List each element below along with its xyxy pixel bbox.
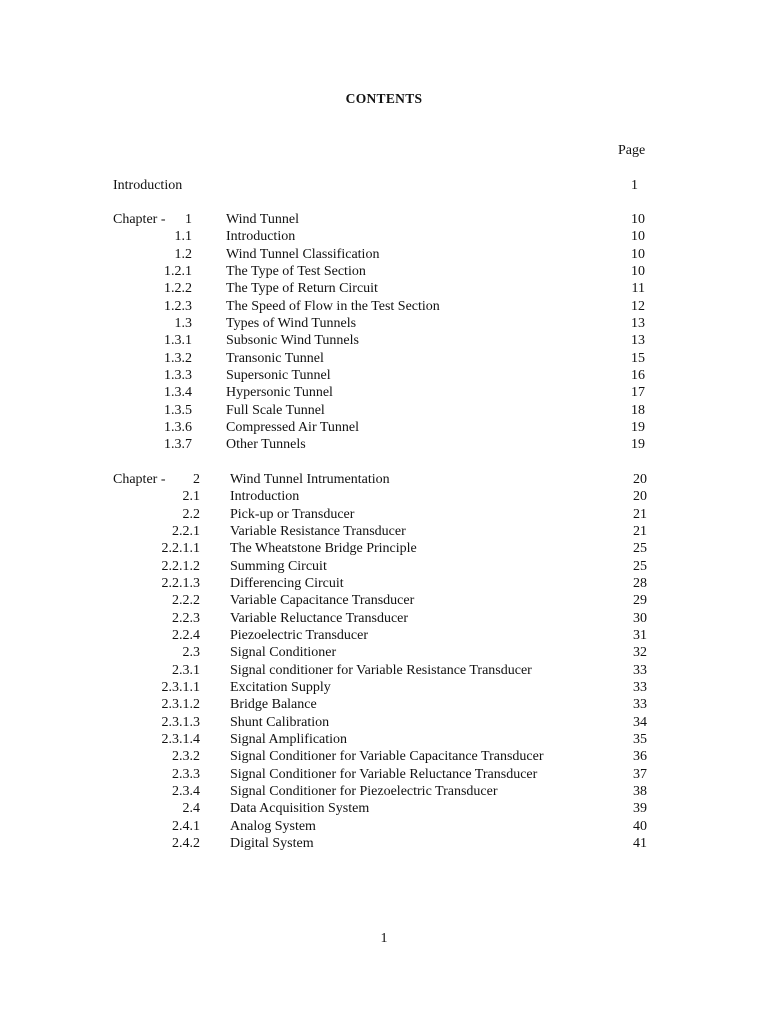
toc-entry-title: The Speed of Flow in the Test Section: [226, 298, 440, 314]
toc-entry-number: 2.3.3: [172, 766, 200, 782]
toc-entry: [0, 748, 768, 765]
toc-entry: [0, 766, 768, 783]
toc-entry-page: 31: [633, 627, 647, 643]
toc-entry-number: 2.4: [182, 801, 200, 817]
toc-entry-number: 2.3.1.2: [161, 697, 200, 713]
toc-entry-number: 1.2.2: [164, 281, 192, 297]
toc-entry-title: Wind Tunnel Classification: [226, 246, 380, 262]
toc-entry: [0, 818, 768, 835]
toc-entry: [0, 419, 768, 436]
chapter-label: Chapter -: [113, 212, 166, 227]
toc-entry-page: 10: [631, 229, 645, 245]
toc-entry: [0, 402, 768, 419]
toc-entry-page: 35: [633, 731, 647, 747]
toc-entry-number: 1: [185, 212, 192, 227]
toc-entry-number: 1.1: [174, 229, 192, 245]
toc-entry-page: 25: [633, 558, 647, 574]
toc-entry-page: 29: [633, 593, 647, 609]
toc-entry: [0, 627, 768, 644]
toc-entry: [0, 228, 768, 245]
toc-entry-number: 1.2.3: [164, 298, 192, 314]
toc-entry-title: Transonic Tunnel: [226, 350, 324, 366]
toc-entry: [0, 575, 768, 592]
toc-entry-number: 2.2.4: [172, 627, 200, 643]
toc-entry-number: 2.2.2: [172, 593, 200, 609]
toc-entry-page: 28: [633, 575, 647, 591]
toc-entry: [0, 350, 768, 367]
toc-entry-page: 30: [633, 610, 647, 626]
toc-entry-page: 19: [631, 419, 645, 435]
toc-entry: [0, 332, 768, 349]
toc-entry-page: 36: [633, 749, 647, 765]
toc-entry-title: Introduction: [230, 489, 300, 505]
introduction-page: 1: [631, 178, 638, 193]
toc-entry-number: 1.2.1: [164, 263, 192, 279]
toc-entry-title: Hypersonic Tunnel: [226, 385, 333, 401]
toc-entry: [0, 280, 768, 297]
toc-entry-page: 10: [631, 263, 645, 279]
toc-entry-title: Supersonic Tunnel: [226, 367, 331, 383]
toc-entry: [0, 800, 768, 817]
toc-entry-page: 13: [631, 333, 645, 349]
toc-entry-title: Compressed Air Tunnel: [226, 419, 360, 435]
toc-entry-title: Signal Conditioner for Variable Reluctance Transducer: [230, 766, 538, 782]
toc-entry-page: 32: [633, 645, 647, 661]
toc-entry-number: 1.3.7: [164, 437, 192, 453]
toc-entry-page: 17: [631, 385, 645, 401]
toc-entry-number: 2.3.4: [172, 783, 200, 799]
toc-entry-title: Wind Tunnel: [226, 212, 299, 227]
toc-entry-page: 18: [631, 402, 645, 418]
toc-entry-title: Full Scale Tunnel: [226, 402, 325, 418]
toc-entry-title: Other Tunnels: [226, 437, 306, 453]
toc-entry-number: 1.3.1: [164, 333, 192, 349]
toc-entry-title: The Type of Return Circuit: [226, 281, 378, 297]
toc-entry: [0, 592, 768, 609]
toc-entry-page: 40: [633, 818, 647, 834]
toc-entry: [0, 506, 768, 523]
toc-entry-page: 21: [633, 506, 647, 522]
toc-entry-title: Signal Conditioner for Piezoelectric Transducer: [230, 783, 498, 799]
toc-entry-title: Variable Resistance Transducer: [230, 523, 406, 539]
toc-entry-title: The Type of Test Section: [226, 263, 366, 279]
toc-entry: [0, 523, 768, 540]
toc-entry-title: Signal Conditioner for Variable Capacitance Transducer: [230, 749, 544, 765]
toc-entry-number: 1.3.3: [164, 367, 192, 383]
toc-entry-number: 2.2.1.1: [161, 541, 200, 557]
toc-entry: [0, 731, 768, 748]
toc-entry-number: 2.4.2: [172, 835, 200, 851]
toc-entry: [0, 211, 768, 228]
toc-entry: [0, 644, 768, 661]
toc-entry-page: 15: [631, 350, 645, 366]
toc-entry-title: Variable Reluctance Transducer: [230, 610, 409, 626]
toc-entry-title: Piezoelectric Transducer: [230, 627, 369, 643]
toc-entry-title: Bridge Balance: [230, 697, 317, 713]
toc-entry-page: 19: [631, 437, 645, 453]
toc-entry-number: 2.4.1: [172, 818, 200, 834]
toc-entry-page: 33: [633, 697, 647, 713]
toc-entry-page: 39: [633, 801, 647, 817]
toc-entry-number: 2.2.1.2: [161, 558, 200, 574]
toc-entry: [0, 488, 768, 505]
toc-entry-title: Excitation Supply: [230, 679, 331, 695]
toc-entry-number: 2.3.1: [172, 662, 200, 678]
toc-entry: [0, 315, 768, 332]
toc-entry-number: 1.3.2: [164, 350, 192, 366]
toc-entry: [0, 783, 768, 800]
toc-entry-title: Summing Circuit: [230, 558, 327, 574]
toc-entry: [0, 246, 768, 263]
toc-entry-number: 2.2: [182, 506, 200, 522]
toc-entry-number: 2.3.1.3: [161, 714, 200, 730]
toc-entry-number: 2.2.3: [172, 610, 200, 626]
toc-entry-page: 21: [633, 523, 647, 539]
toc-entry-number: 2.3.1.1: [161, 679, 200, 695]
toc-entry: [0, 263, 768, 280]
toc-entry-number: 1.3.4: [164, 385, 192, 401]
toc-entry-number: 2.3.2: [172, 749, 200, 765]
toc-entry: [0, 471, 768, 488]
toc-entry-page: 33: [633, 679, 647, 695]
toc-entry-number: 1.3: [174, 315, 192, 331]
toc-entry: [0, 714, 768, 731]
toc-entry-title: Differencing Circuit: [230, 575, 344, 591]
toc-entry-page: 20: [633, 489, 647, 505]
toc-entry: [0, 696, 768, 713]
toc-entry-title: Signal Conditioner: [230, 645, 337, 661]
page-title: CONTENTS: [345, 91, 423, 106]
toc-entry-number: 2.1: [182, 489, 200, 505]
toc-entry-title: Pick-up or Transducer: [230, 506, 355, 522]
toc-entry-title: Introduction: [226, 229, 296, 245]
toc-entry: [0, 367, 768, 384]
toc-entry-number: 2.3.1.4: [161, 731, 200, 747]
toc-entry-page: 11: [631, 281, 645, 297]
toc-entry-page: 37: [633, 766, 647, 782]
toc-entry: [0, 298, 768, 315]
toc-entry-page: 20: [633, 472, 647, 487]
toc-entry: [0, 540, 768, 557]
toc-entry-title: Shunt Calibration: [230, 714, 330, 730]
toc-entry-title: Signal Amplification: [230, 731, 348, 747]
toc-entry-number: 1.3.6: [164, 419, 192, 435]
toc-entry-page: 25: [633, 541, 647, 557]
toc-entry-title: The Wheatstone Bridge Principle: [230, 541, 417, 557]
toc-entry-title: Subsonic Wind Tunnels: [226, 333, 359, 349]
toc-entry-page: 13: [631, 315, 645, 331]
toc-entry-page: 41: [633, 835, 647, 851]
toc-entry-title: Wind Tunnel Intrumentation: [230, 472, 390, 487]
footer-page-number: 1: [380, 931, 388, 946]
toc-entry-page: 16: [631, 367, 645, 383]
page-column-label: Page: [618, 143, 646, 158]
toc-entry: [0, 679, 768, 696]
toc-entry: [0, 436, 768, 453]
toc-entry-number: 2: [193, 472, 200, 487]
toc-entry-page: 10: [631, 246, 645, 262]
toc-entry: [0, 384, 768, 401]
toc-entry: [0, 662, 768, 679]
toc-entry: [0, 610, 768, 627]
toc-entry-title: Signal conditioner for Variable Resistance Transducer: [230, 662, 532, 678]
toc-entry-number: 2.2.1: [172, 523, 200, 539]
toc-entry-title: Variable Capacitance Transducer: [230, 593, 415, 609]
toc-entry-page: 38: [633, 783, 647, 799]
toc-entry-page: 34: [633, 714, 647, 730]
toc-entry-title: Data Acquisition System: [230, 801, 370, 817]
toc-entry-page: 10: [631, 212, 645, 227]
chapter-label: Chapter -: [113, 472, 166, 487]
introduction-title: Introduction: [113, 178, 183, 193]
toc-entry-number: 2.2.1.3: [161, 575, 200, 591]
toc-entry-page: 33: [633, 662, 647, 678]
toc-entry-number: 2.3: [182, 645, 200, 661]
toc-entry-number: 1.3.5: [164, 402, 192, 418]
toc-entry-number: 1.2: [174, 246, 192, 262]
toc-entry-page: 12: [631, 298, 645, 314]
toc-entry-title: Types of Wind Tunnels: [226, 315, 357, 331]
toc-entry: [0, 835, 768, 852]
toc-entry: [0, 558, 768, 575]
toc-entry-title: Digital System: [230, 835, 314, 851]
toc-entry-title: Analog System: [230, 818, 316, 834]
